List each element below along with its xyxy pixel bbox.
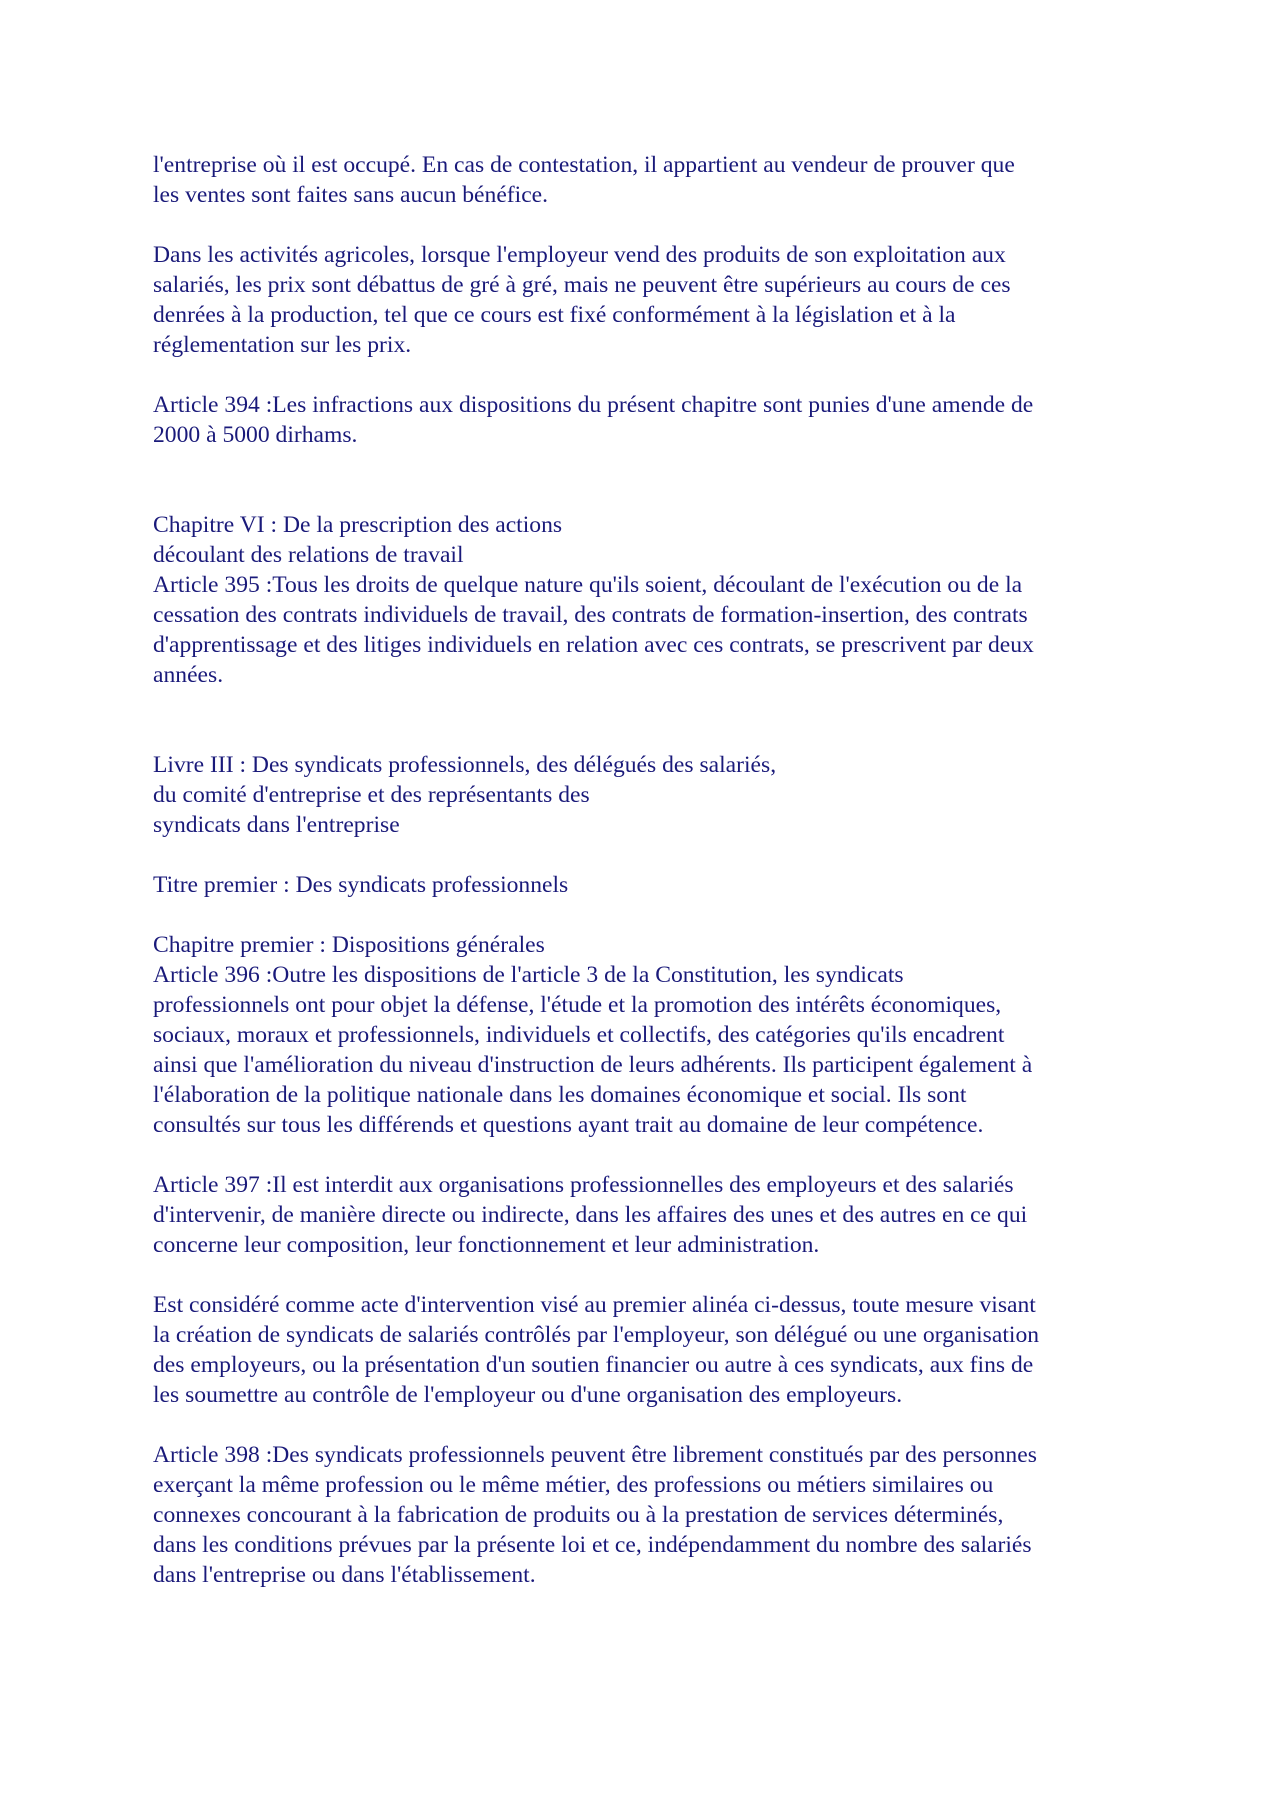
text-line: 2000 à 5000 dirhams.: [153, 422, 358, 448]
book-heading-line: syndicats dans l'entreprise: [153, 812, 400, 838]
text-line: cessation des contrats individuels de travail, des contrats de formation-insertion, des contrats: [153, 602, 1028, 628]
text-line: Article 398 :Des syndicats professionnels peuvent être librement constitués par des personnes: [153, 1442, 1037, 1468]
book-heading-line: du comité d'entreprise et des représentants des: [153, 782, 590, 808]
text-line: Article 396 :Outre les dispositions de l'article 3 de la Constitution, les syndicats: [153, 962, 904, 988]
text-line: la création de syndicats de salariés contrôlés par l'employeur, son délégué ou une organisation: [153, 1322, 1040, 1348]
text-line: consultés sur tous les différends et questions ayant trait au domaine de leur compétence.: [153, 1112, 984, 1138]
text-line: l'entreprise où il est occupé. En cas de contestation, il appartient au vendeur de prouver que: [153, 152, 1015, 178]
chapter-heading-line: découlant des relations de travail: [153, 542, 464, 568]
paragraph-agricoles: [153, 240, 1153, 360]
text-line: Article 394 :Les infractions aux dispositions du présent chapitre sont punies d'une amende de: [153, 392, 1034, 418]
paragraph-continuation: [153, 150, 1153, 210]
chapter-heading-line: Chapitre premier : Dispositions générales: [153, 932, 545, 958]
text-line: denrées à la production, tel que ce cours est fixé conformément à la législation et à la: [153, 302, 956, 328]
text-line: les soumettre au contrôle de l'employeur ou d'une organisation des employeurs.: [153, 1382, 903, 1408]
text-line: ainsi que l'amélioration du niveau d'instruction de leurs adhérents. Ils participent également à: [153, 1052, 1033, 1078]
text-line: dans l'entreprise ou dans l'établissement.: [153, 1562, 536, 1588]
text-line: années.: [153, 662, 224, 688]
article-394: [153, 390, 1153, 450]
text-line: des employeurs, ou la présentation d'un soutien financier ou autre à ces syndicats, aux fins de: [153, 1352, 1034, 1378]
text-line: sociaux, moraux et professionnels, individuels et collectifs, des catégories qu'ils encadrent: [153, 1022, 1005, 1048]
chapitre-premier: [153, 930, 1153, 1140]
text-line: d'apprentissage et des litiges individuels en relation avec ces contrats, se prescrivent par deux: [153, 632, 1034, 658]
text-line: dans les conditions prévues par la présente loi et ce, indépendamment du nombre des salariés: [153, 1532, 1032, 1558]
text-line: exerçant la même profession ou le même métier, des professions ou métiers similaires ou: [153, 1472, 994, 1498]
text-line: Est considéré comme acte d'intervention visé au premier alinéa ci-dessus, toute mesure visant: [153, 1292, 1036, 1318]
text-line: Article 397 :Il est interdit aux organisations professionnelles des employeurs et des salariés: [153, 1172, 1014, 1198]
title-heading-line: Titre premier : Des syndicats professionnels: [153, 872, 569, 898]
article-398: [153, 1440, 1153, 1590]
text-line: Article 395 :Tous les droits de quelque nature qu'ils soient, découlant de l'exécution ou de la: [153, 572, 1023, 598]
text-line: connexes concourant à la fabrication de produits ou à la prestation de services déterminés,: [153, 1502, 1004, 1528]
text-line: professionnels ont pour objet la défense, l'étude et la promotion des intérêts économiques,: [153, 992, 1002, 1018]
chapitre-vi: [153, 510, 1153, 690]
text-line: l'élaboration de la politique nationale dans les domaines économique et social. Ils sont: [153, 1082, 967, 1108]
text-line: les ventes sont faites sans aucun bénéfice.: [153, 182, 549, 208]
book-heading-line: Livre III : Des syndicats professionnels, des délégués des salariés,: [153, 752, 777, 778]
text-line: concerne leur composition, leur fonctionnement et leur administration.: [153, 1232, 820, 1258]
text-line: réglementation sur les prix.: [153, 332, 412, 358]
text-line: Dans les activités agricoles, lorsque l'employeur vend des produits de son exploitation aux: [153, 242, 1006, 268]
livre-iii-heading: [153, 750, 1153, 840]
paragraph-intervention: [153, 1290, 1153, 1410]
article-397: [153, 1170, 1153, 1260]
text-line: d'intervenir, de manière directe ou indirecte, dans les affaires des unes et des autres en ce qui: [153, 1202, 1028, 1228]
chapter-heading-line: Chapitre VI : De la prescription des actions: [153, 512, 563, 538]
document-page: [153, 150, 1153, 1590]
titre-premier-heading: [153, 870, 1153, 900]
text-line: salariés, les prix sont débattus de gré à gré, mais ne peuvent être supérieurs au cours de ces: [153, 272, 1011, 298]
